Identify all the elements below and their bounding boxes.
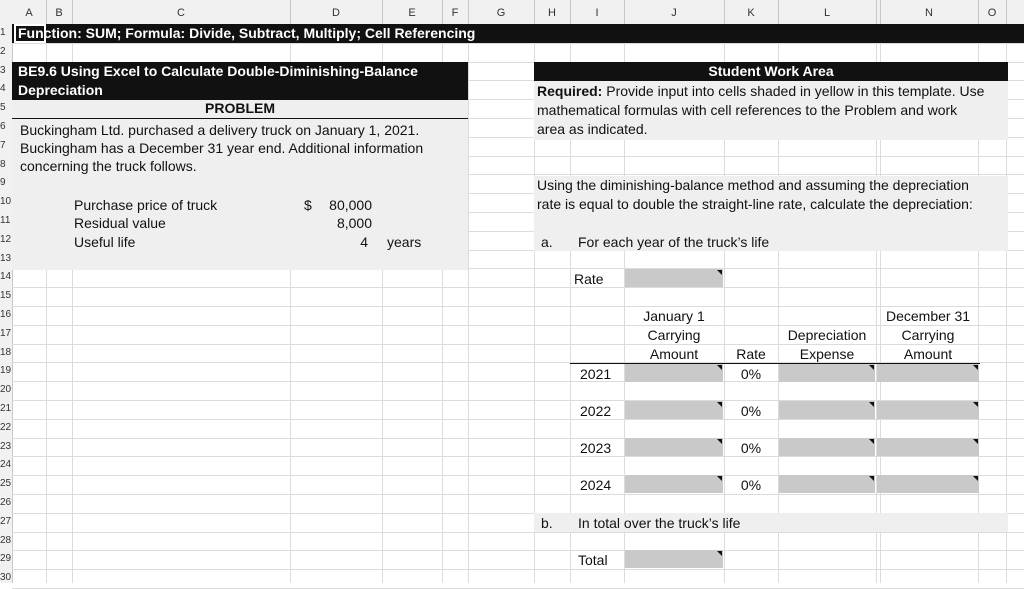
row-header-7[interactable]: 7 (0, 139, 6, 151)
row-gridline (12, 569, 1024, 570)
row-gridline (12, 550, 1024, 551)
problem-label: PROBLEM (205, 100, 275, 116)
row-header-4[interactable]: 4 (0, 83, 6, 95)
row-gridline (12, 344, 1024, 345)
year-2022-depreciation-input[interactable] (779, 401, 875, 419)
row-header-8[interactable]: 8 (0, 158, 6, 170)
residual-value-value[interactable]: 8,000 (336, 215, 372, 231)
year-2021-dec-carrying-input[interactable] (877, 364, 979, 382)
instruction-line-2: rate is equal to double the straight-line rate, calculate the depreciation: (537, 196, 973, 212)
row-header-25[interactable]: 25 (0, 478, 12, 490)
required-line-3: area as indicated. (537, 121, 648, 137)
year-2021-label: 2021 (580, 366, 612, 382)
dec-header-line-2: Carrying (901, 327, 955, 343)
problem-desc-1: Buckingham Ltd. purchased a delivery truck on January 1, 2021. (20, 122, 420, 138)
year-2023-label: 2023 (580, 440, 612, 456)
total-label: Total (578, 552, 608, 568)
rate-column-header: Rate (736, 346, 766, 362)
row-header-6[interactable]: 6 (0, 121, 6, 132)
year-2023-dec-carrying-input[interactable] (877, 438, 979, 456)
column-header-bar (0, 0, 1024, 25)
dec-header-line-1: December 31 (885, 308, 971, 324)
column-header-e[interactable]: E (382, 0, 443, 24)
required-line-1 (537, 83, 984, 99)
row-header-12[interactable]: 12 (0, 233, 12, 245)
sheet-title: Function: SUM; Formula: Divide, Subtract, Multiply; Cell Referencing (18, 25, 476, 41)
purchase-price-value[interactable]: 80,000 (329, 197, 372, 213)
useful-life-value[interactable]: 4 (360, 234, 368, 250)
column-gridline (468, 24, 469, 583)
part-a-text: For each year of the truck’s life (578, 234, 770, 250)
useful-life-unit: years (387, 234, 422, 250)
required-line-2: mathematical formulas with cell references to the Problem and work (537, 102, 958, 118)
column-header-o[interactable]: O (978, 0, 1007, 24)
row-header-13[interactable]: 13 (0, 252, 12, 264)
row-header-16[interactable]: 16 (0, 309, 12, 320)
column-header-c[interactable]: C (72, 0, 291, 24)
row-header-19[interactable]: 19 (0, 365, 12, 377)
year-2022-jan-carrying-input[interactable] (625, 401, 723, 419)
year-2024-rate[interactable]: 0% (740, 477, 762, 493)
year-2023-jan-carrying-input[interactable] (625, 438, 723, 456)
required-label: Required: (537, 83, 603, 99)
row-header-24[interactable]: 24 (0, 459, 12, 471)
column-header-l[interactable]: L (778, 0, 877, 24)
required-text: Provide input into cells shaded in yellow in this template. Use (602, 83, 985, 99)
year-2022-rate[interactable]: 0% (740, 403, 762, 419)
column-header-d[interactable]: D (290, 0, 383, 24)
row-header-23[interactable]: 23 (0, 440, 12, 452)
year-2021-jan-carrying-input[interactable] (625, 364, 723, 382)
row-header-27[interactable]: 27 (0, 515, 12, 527)
column-header-i[interactable]: I (570, 0, 625, 24)
row-header-9[interactable]: 9 (0, 177, 6, 189)
instruction-line-1: Using the diminishing-balance method and assuming the depreciation (537, 177, 969, 193)
column-header-f[interactable]: F (442, 0, 469, 24)
year-2022-label: 2022 (580, 403, 612, 419)
row-header-30[interactable]: 30 (0, 572, 12, 584)
row-gridline (12, 306, 1024, 307)
row-header-15[interactable]: 15 (0, 290, 12, 302)
dec-header-line-3: Amount (903, 346, 953, 362)
rate-input-cell[interactable] (625, 269, 723, 287)
row-header-28[interactable]: 28 (0, 534, 12, 546)
row-header-20[interactable]: 20 (0, 384, 12, 396)
row-gridline (12, 287, 1024, 288)
year-2024-dec-carrying-input[interactable] (877, 475, 979, 493)
year-2021-depreciation-input[interactable] (779, 364, 875, 382)
depreciation-header-line-2: Expense (799, 346, 855, 362)
year-2023-depreciation-input[interactable] (779, 438, 875, 456)
row-header-18[interactable]: 18 (0, 346, 12, 358)
year-2021-rate[interactable]: 0% (740, 366, 762, 382)
column-header-g[interactable]: G (468, 0, 535, 24)
residual-value-label: Residual value (74, 215, 166, 231)
row-header-10[interactable]: 10 (0, 196, 12, 208)
row-gridline (12, 494, 1024, 495)
jan-header-line-1: January 1 (643, 308, 705, 324)
row-header-14[interactable]: 14 (0, 271, 12, 283)
active-cell-a1[interactable] (14, 24, 46, 43)
row-header-26[interactable]: 26 (0, 497, 12, 508)
row-header-17[interactable]: 17 (0, 327, 12, 339)
row-header-21[interactable]: 21 (0, 403, 12, 414)
part-a-label: a. (541, 234, 553, 250)
work-area-heading: Student Work Area (708, 63, 834, 79)
part-b-text: In total over the truck’s life (578, 515, 741, 531)
row-header-11[interactable]: 11 (0, 215, 11, 226)
problem-label-underline (12, 118, 468, 119)
year-2024-jan-carrying-input[interactable] (625, 475, 723, 493)
column-header-k[interactable]: K (724, 0, 779, 24)
part-b-label: b. (541, 515, 553, 531)
row-header-3[interactable]: 3 (0, 64, 6, 76)
total-input-cell[interactable] (625, 550, 723, 568)
row-header-22[interactable]: 22 (0, 421, 12, 433)
year-2024-label: 2024 (580, 477, 612, 493)
row-gridline (12, 325, 1024, 326)
problem-heading-line2: Depreciation (18, 82, 103, 98)
purchase-price-label: Purchase price of truck (74, 197, 218, 213)
depreciation-header-line-1: Depreciation (787, 327, 867, 343)
column-header-h[interactable]: H (534, 0, 571, 24)
problem-desc-3: concerning the truck follows. (20, 158, 197, 174)
row-header-5[interactable]: 5 (0, 102, 6, 114)
problem-heading-line1: BE9.6 Using Excel to Calculate Double-Diminishing-Balance (18, 63, 418, 79)
jan-header-line-2: Carrying (647, 327, 701, 343)
problem-desc-2: Buckingham has a December 31 year end. Additional information (20, 140, 424, 156)
jan-header-line-3: Amount (649, 346, 699, 362)
row-gridline (12, 456, 1024, 457)
column-header-a[interactable]: A (12, 0, 47, 24)
row-header-1[interactable]: 1 (0, 27, 6, 38)
year-2022-dec-carrying-input[interactable] (877, 401, 979, 419)
useful-life-label: Useful life (74, 234, 136, 250)
column-header-j[interactable]: J (624, 0, 725, 24)
column-header-b[interactable]: B (46, 0, 73, 24)
year-2023-rate[interactable]: 0% (740, 440, 762, 456)
year-2024-depreciation-input[interactable] (779, 475, 875, 493)
purchase-price-currency: $ (304, 197, 312, 213)
row-header-2[interactable]: 2 (0, 45, 6, 57)
column-header-n[interactable]: N (880, 0, 979, 24)
row-header-29[interactable]: 29 (0, 553, 12, 565)
rate-label: Rate (574, 271, 604, 287)
